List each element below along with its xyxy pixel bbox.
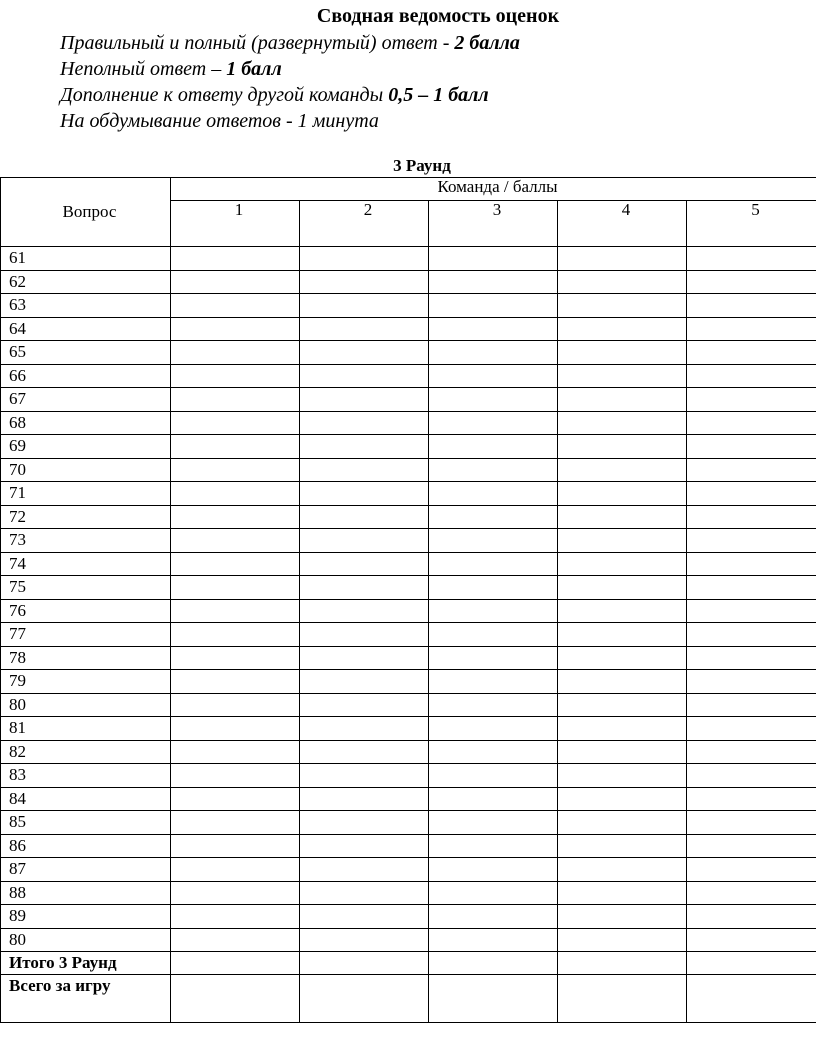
score-cell[interactable] (558, 458, 687, 482)
score-cell[interactable] (558, 858, 687, 882)
score-cell[interactable] (687, 341, 816, 365)
score-cell[interactable] (300, 928, 429, 952)
score-cell[interactable] (687, 858, 816, 882)
score-cell[interactable] (687, 599, 816, 623)
score-cell[interactable] (429, 740, 558, 764)
score-cell[interactable] (429, 505, 558, 529)
score-cell[interactable] (300, 411, 429, 435)
score-cell[interactable] (558, 529, 687, 553)
rule-line (60, 56, 520, 82)
score-cell[interactable] (429, 529, 558, 553)
question-row (1, 294, 816, 318)
score-cell[interactable] (429, 693, 558, 717)
row-label: 70 (1, 458, 171, 482)
score-cell[interactable] (558, 905, 687, 929)
score-cell[interactable] (558, 787, 687, 811)
score-cell[interactable] (171, 435, 300, 459)
row-label: 74 (1, 552, 171, 576)
question-row (1, 435, 816, 459)
score-cell[interactable] (171, 787, 300, 811)
question-row (1, 599, 816, 623)
rule-points: 1 балл (226, 58, 282, 80)
row-label: 72 (1, 505, 171, 529)
score-cell[interactable] (687, 952, 816, 975)
scoring-rules (60, 30, 520, 134)
score-cell[interactable] (429, 928, 558, 952)
score-cell[interactable] (300, 764, 429, 788)
score-cell[interactable] (558, 670, 687, 694)
score-cell[interactable] (171, 270, 300, 294)
round-title: 3 Раунд (393, 156, 451, 175)
score-cell[interactable] (687, 529, 816, 553)
score-cell[interactable] (687, 787, 816, 811)
question-row (1, 364, 816, 388)
row-label: 84 (1, 787, 171, 811)
score-cell[interactable] (558, 505, 687, 529)
score-cell[interactable] (429, 811, 558, 835)
score-cell[interactable] (300, 388, 429, 412)
question-row (1, 834, 816, 858)
score-cell[interactable] (171, 482, 300, 506)
score-cell[interactable] (300, 341, 429, 365)
score-cell[interactable] (429, 787, 558, 811)
score-cell[interactable] (171, 576, 300, 600)
question-row (1, 811, 816, 835)
score-cell[interactable] (171, 317, 300, 341)
score-cell[interactable] (171, 928, 300, 952)
score-cell[interactable] (429, 482, 558, 506)
score-cell[interactable] (558, 811, 687, 835)
score-cell[interactable] (171, 646, 300, 670)
score-cell[interactable] (687, 881, 816, 905)
score-cell[interactable] (171, 411, 300, 435)
score-cell[interactable] (171, 294, 300, 318)
row-label: 69 (1, 435, 171, 459)
team-header-3: 3 (429, 201, 558, 247)
row-label: 79 (1, 670, 171, 694)
row-label: 86 (1, 834, 171, 858)
score-cell[interactable] (171, 905, 300, 929)
score-cell[interactable] (429, 576, 558, 600)
score-cell[interactable] (429, 670, 558, 694)
score-cell[interactable] (687, 388, 816, 412)
score-cell[interactable] (300, 294, 429, 318)
teams-header: Команда / баллы (171, 178, 816, 201)
rule-points: 0,5 – 1 балл (388, 84, 489, 106)
question-row (1, 787, 816, 811)
score-cell[interactable] (687, 646, 816, 670)
score-cell[interactable] (558, 928, 687, 952)
row-label: 73 (1, 529, 171, 553)
score-cell[interactable] (558, 341, 687, 365)
score-cell[interactable] (171, 552, 300, 576)
score-cell[interactable] (171, 811, 300, 835)
score-cell[interactable] (558, 623, 687, 647)
score-cell[interactable] (429, 341, 558, 365)
score-cell[interactable] (429, 435, 558, 459)
row-label: 76 (1, 599, 171, 623)
row-label: 71 (1, 482, 171, 506)
score-cell[interactable] (558, 834, 687, 858)
score-cell[interactable] (429, 975, 558, 1023)
question-row (1, 881, 816, 905)
score-cell[interactable] (429, 552, 558, 576)
score-cell[interactable] (300, 317, 429, 341)
question-row (1, 693, 816, 717)
question-row (1, 905, 816, 929)
rule-line (60, 30, 520, 56)
question-column-header: Вопрос (1, 178, 171, 247)
row-label: 65 (1, 341, 171, 365)
question-row (1, 740, 816, 764)
score-cell[interactable] (429, 858, 558, 882)
score-cell[interactable] (171, 858, 300, 882)
score-cell[interactable] (687, 928, 816, 952)
rule-points: 2 балла (454, 32, 520, 54)
question-row (1, 552, 816, 576)
score-cell[interactable] (558, 552, 687, 576)
score-cell[interactable] (687, 364, 816, 388)
score-cell[interactable] (687, 811, 816, 835)
score-cell[interactable] (687, 670, 816, 694)
score-cell[interactable] (558, 646, 687, 670)
score-cell[interactable] (558, 881, 687, 905)
score-cell[interactable] (429, 623, 558, 647)
rule-text: На обдумывание ответов - 1 минута (60, 110, 379, 132)
score-cell[interactable] (429, 411, 558, 435)
question-row (1, 317, 816, 341)
question-row (1, 670, 816, 694)
score-cell[interactable] (558, 975, 687, 1023)
score-cell[interactable] (300, 435, 429, 459)
score-cell[interactable] (429, 952, 558, 975)
score-cell[interactable] (171, 881, 300, 905)
score-cell[interactable] (558, 764, 687, 788)
score-cell[interactable] (558, 270, 687, 294)
score-cell[interactable] (300, 270, 429, 294)
score-cell[interactable] (429, 388, 558, 412)
score-cell[interactable] (687, 834, 816, 858)
score-cell[interactable] (171, 623, 300, 647)
score-cell[interactable] (300, 693, 429, 717)
row-label: 61 (1, 247, 171, 271)
score-cell[interactable] (429, 247, 558, 271)
score-cell[interactable] (300, 811, 429, 835)
score-cell[interactable] (558, 364, 687, 388)
row-label: 64 (1, 317, 171, 341)
score-cell[interactable] (429, 764, 558, 788)
score-cell[interactable] (171, 388, 300, 412)
score-cell[interactable] (171, 458, 300, 482)
score-cell[interactable] (300, 670, 429, 694)
score-cell[interactable] (687, 717, 816, 741)
rule-line (60, 108, 520, 134)
question-row (1, 928, 816, 952)
score-cell[interactable] (558, 435, 687, 459)
question-row (1, 270, 816, 294)
row-label: 80 (1, 928, 171, 952)
score-cell[interactable] (687, 623, 816, 647)
score-cell[interactable] (687, 576, 816, 600)
score-cell[interactable] (171, 764, 300, 788)
score-cell[interactable] (558, 717, 687, 741)
rule-text: Дополнение к ответу другой команды (60, 84, 389, 106)
score-cell[interactable] (300, 975, 429, 1023)
question-row (1, 576, 816, 600)
score-table (0, 177, 816, 1023)
round-total-row (1, 952, 816, 975)
row-label: 66 (1, 364, 171, 388)
score-cell[interactable] (300, 858, 429, 882)
row-label: 67 (1, 388, 171, 412)
row-label: 81 (1, 717, 171, 741)
row-label: 83 (1, 764, 171, 788)
score-cell[interactable] (300, 905, 429, 929)
score-cell[interactable] (171, 599, 300, 623)
score-cell[interactable] (300, 881, 429, 905)
score-cell[interactable] (171, 341, 300, 365)
score-cell[interactable] (687, 552, 816, 576)
score-cell[interactable] (300, 646, 429, 670)
score-cell[interactable] (300, 529, 429, 553)
score-cell[interactable] (300, 599, 429, 623)
question-row (1, 529, 816, 553)
team-header-2: 2 (300, 201, 429, 247)
score-cell[interactable] (687, 975, 816, 1023)
row-label: Итого 3 Раунд (1, 952, 171, 975)
score-cell[interactable] (687, 740, 816, 764)
score-cell[interactable] (687, 482, 816, 506)
score-cell[interactable] (171, 247, 300, 271)
score-cell[interactable] (300, 952, 429, 975)
question-row (1, 505, 816, 529)
score-cell[interactable] (429, 834, 558, 858)
score-cell[interactable] (171, 693, 300, 717)
row-label: 63 (1, 294, 171, 318)
score-cell[interactable] (687, 317, 816, 341)
score-cell[interactable] (300, 576, 429, 600)
score-cell[interactable] (429, 717, 558, 741)
row-label: 85 (1, 811, 171, 835)
score-cell[interactable] (300, 623, 429, 647)
game-total-row (1, 975, 816, 1023)
rule-text: Правильный и полный (развернутый) ответ - (60, 32, 455, 54)
row-label: 62 (1, 270, 171, 294)
score-cell[interactable] (300, 787, 429, 811)
question-row (1, 458, 816, 482)
question-row (1, 341, 816, 365)
score-cell[interactable] (300, 482, 429, 506)
score-cell[interactable] (171, 975, 300, 1023)
row-label: 89 (1, 905, 171, 929)
score-cell[interactable] (558, 247, 687, 271)
score-cell[interactable] (558, 317, 687, 341)
score-cell[interactable] (687, 764, 816, 788)
score-cell[interactable] (429, 294, 558, 318)
row-label: 88 (1, 881, 171, 905)
score-cell[interactable] (171, 717, 300, 741)
score-cell[interactable] (171, 952, 300, 975)
score-cell[interactable] (171, 505, 300, 529)
score-cell[interactable] (558, 576, 687, 600)
score-cell[interactable] (300, 505, 429, 529)
team-header-1: 1 (171, 201, 300, 247)
question-row (1, 411, 816, 435)
score-cell[interactable] (687, 505, 816, 529)
score-cell[interactable] (429, 881, 558, 905)
score-cell[interactable] (429, 317, 558, 341)
question-row (1, 247, 816, 271)
score-cell[interactable] (687, 693, 816, 717)
score-cell[interactable] (429, 458, 558, 482)
row-label: 68 (1, 411, 171, 435)
row-label: 77 (1, 623, 171, 647)
row-label: 82 (1, 740, 171, 764)
question-row (1, 717, 816, 741)
rule-line (60, 82, 520, 108)
score-cell[interactable] (558, 411, 687, 435)
score-cell[interactable] (171, 670, 300, 694)
question-row (1, 858, 816, 882)
row-label: 80 (1, 693, 171, 717)
question-row (1, 388, 816, 412)
score-cell[interactable] (429, 270, 558, 294)
score-cell[interactable] (687, 270, 816, 294)
score-cell[interactable] (558, 599, 687, 623)
score-cell[interactable] (687, 411, 816, 435)
team-header-5: 5 (687, 201, 816, 247)
score-cell[interactable] (558, 952, 687, 975)
row-label: Всего за игру (1, 975, 171, 1023)
page-title: Сводная ведомость оценок (316, 5, 560, 27)
score-cell[interactable] (171, 834, 300, 858)
score-cell[interactable] (429, 905, 558, 929)
score-cell[interactable] (300, 740, 429, 764)
score-cell[interactable] (558, 294, 687, 318)
score-cell[interactable] (687, 458, 816, 482)
score-cell[interactable] (171, 740, 300, 764)
score-cell[interactable] (687, 435, 816, 459)
score-cell[interactable] (300, 364, 429, 388)
score-cell[interactable] (171, 364, 300, 388)
score-cell[interactable] (300, 717, 429, 741)
row-label: 87 (1, 858, 171, 882)
score-cell[interactable] (687, 294, 816, 318)
score-cell[interactable] (171, 529, 300, 553)
score-cell[interactable] (300, 552, 429, 576)
score-cell[interactable] (300, 247, 429, 271)
row-label: 75 (1, 576, 171, 600)
rule-text: Неполный ответ – (60, 58, 227, 80)
score-cell[interactable] (300, 834, 429, 858)
question-row (1, 764, 816, 788)
row-label: 78 (1, 646, 171, 670)
score-cell[interactable] (300, 458, 429, 482)
score-cell[interactable] (429, 364, 558, 388)
score-cell[interactable] (687, 247, 816, 271)
question-row (1, 482, 816, 506)
score-cell[interactable] (558, 482, 687, 506)
score-cell[interactable] (558, 388, 687, 412)
score-cell[interactable] (429, 599, 558, 623)
question-row (1, 646, 816, 670)
score-cell[interactable] (429, 646, 558, 670)
score-cell[interactable] (687, 905, 816, 929)
question-row (1, 623, 816, 647)
score-cell[interactable] (558, 693, 687, 717)
score-cell[interactable] (558, 740, 687, 764)
team-header-4: 4 (558, 201, 687, 247)
